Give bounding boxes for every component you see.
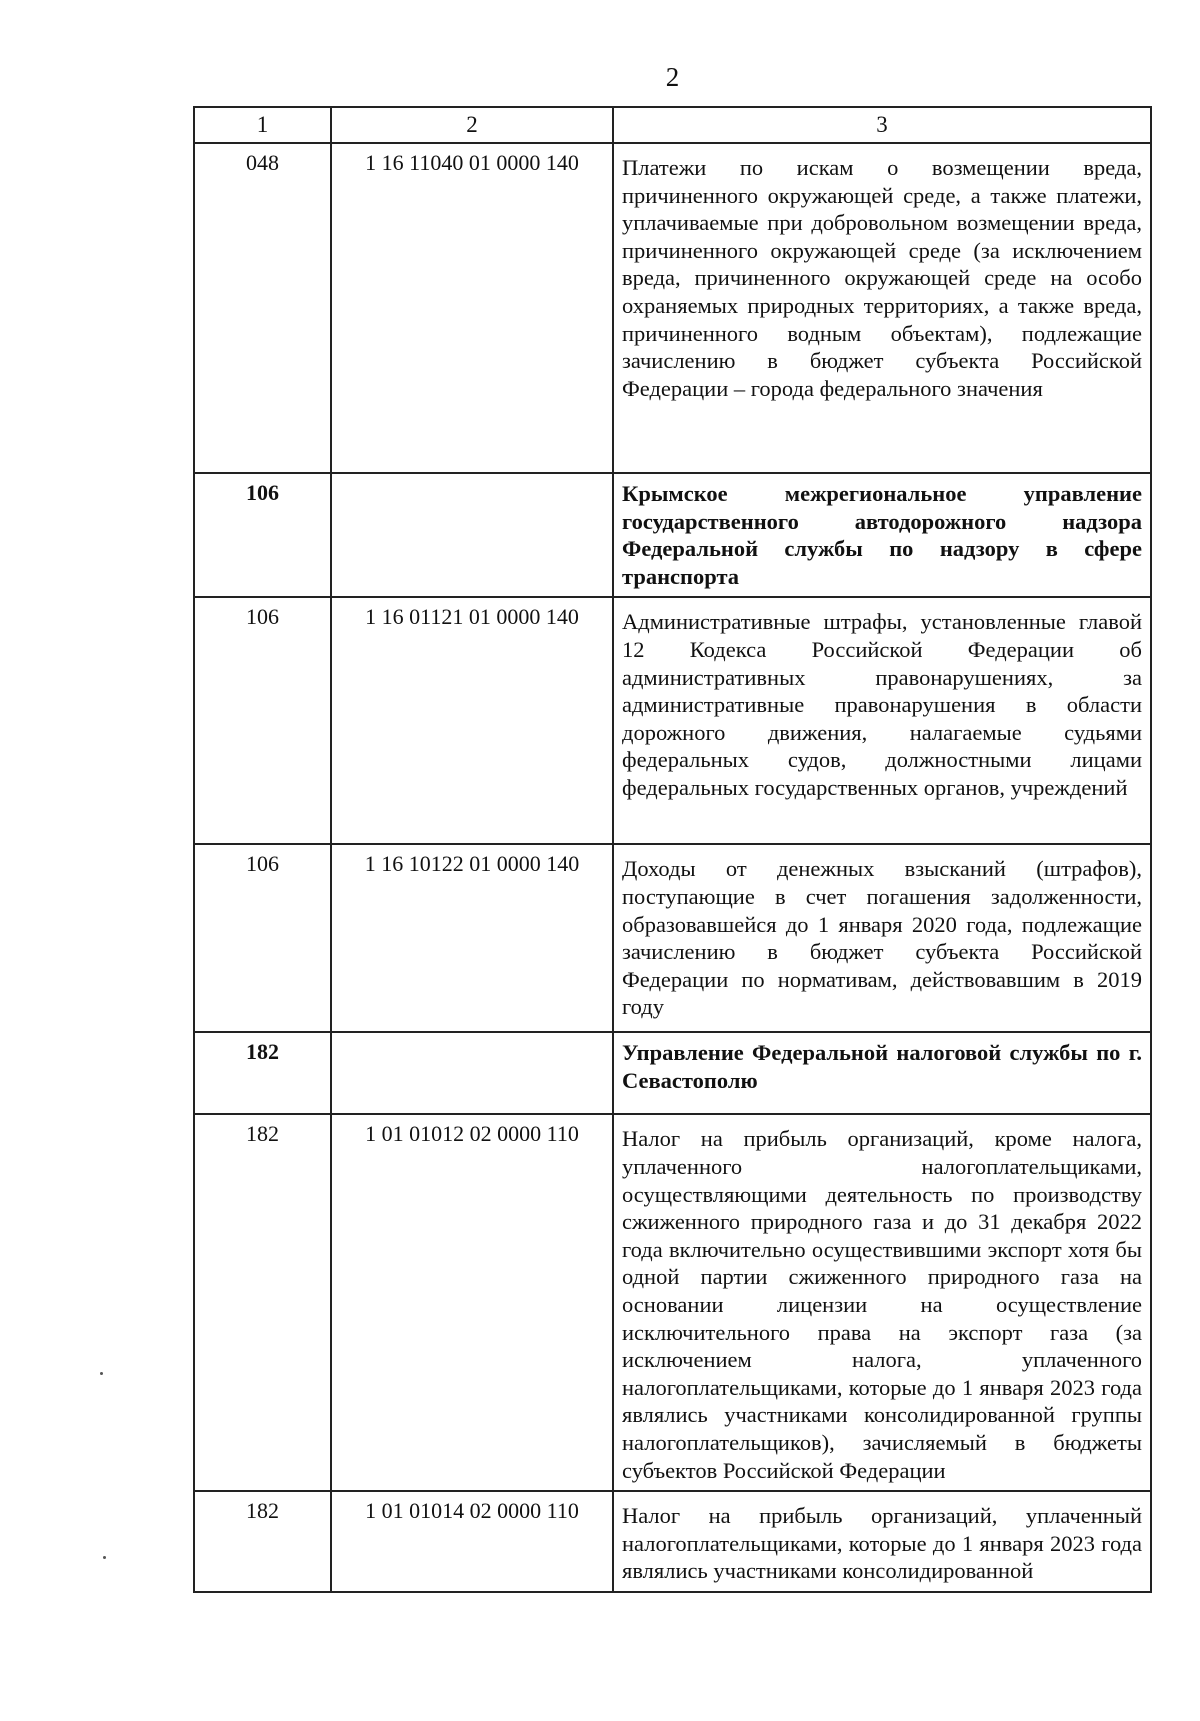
description-cell: Административные штрафы, установленные главой 12 Кодекса Российской Федерации об административных правонарушениях, за административные правонарушения в области дорожного движения, налагаемые судьями федеральных судов, должностными лицами федеральных государственных органов, учреждений [613, 597, 1151, 844]
kbk-cell: 1 01 01014 02 0000 110 [331, 1491, 613, 1592]
scan-speck [103, 1556, 106, 1559]
admin-code-cell: 106 [194, 844, 331, 1032]
table-row [194, 1491, 1151, 1592]
admin-code-cell: 048 [194, 143, 331, 473]
admin-code-cell: 182 [194, 1491, 331, 1592]
table-row [194, 844, 1151, 1032]
description-cell: Налог на прибыль организаций, уплаченный налогоплательщиками, которые до 1 января 2023 года являлись участниками консолидированной [613, 1491, 1151, 1592]
revenue-codes-table [193, 106, 1152, 1593]
table-row-organization [194, 1032, 1151, 1114]
description-cell: Доходы от денежных взысканий (штрафов), поступающие в счет погашения задолженности, образовавшейся до 1 января 2020 года, подлежащие зачислению в бюджет субъекта Российской Федерации по нормативам, действовавшим в 2019 году [613, 844, 1151, 1032]
admin-code-cell: 182 [194, 1032, 331, 1114]
organization-name-cell: Крымское межрегиональное управление государственного автодорожного надзора Федеральной службы по надзору в сфере транспорта [613, 473, 1151, 597]
description-cell: Платежи по искам о возмещении вреда, причиненного окружающей среде, а также платежи, уплачиваемые при добровольном возмещении вреда, причиненного окружающей среде (за исключением вреда, причиненного окружающей среде на особо охраняемых природных территориях, а также вреда, причиненного водным объектам), подлежащие зачислению в бюджет субъекта Российской Федерации – города федерального значения [613, 143, 1151, 473]
admin-code-cell: 182 [194, 1114, 331, 1491]
table-row [194, 1114, 1151, 1491]
admin-code-cell: 106 [194, 597, 331, 844]
kbk-cell: 1 16 10122 01 0000 140 [331, 844, 613, 1032]
admin-code-cell: 106 [194, 473, 331, 597]
description-cell: Налог на прибыль организаций, кроме налога, уплаченного налогоплательщиками, осуществляющими деятельность по производству сжиженного природного газа и до 31 декабря 2022 года включительно осуществившими экспорт хотя бы одной партии сжиженного природного газа на основании лицензии на осуществление исключительного права на экспорт газа (за исключением налога, уплаченного налогоплательщиками, которые до 1 января 2023 года являлись участниками консолидированной группы налогоплательщиков), зачисляемый в бюджеты субъектов Российской Федерации [613, 1114, 1151, 1491]
scan-speck [100, 1372, 103, 1375]
header-col-2: 2 [331, 107, 613, 143]
table-row [194, 597, 1151, 844]
table-row [194, 143, 1151, 473]
kbk-cell [331, 473, 613, 597]
kbk-cell: 1 16 11040 01 0000 140 [331, 143, 613, 473]
table-row-organization [194, 473, 1151, 597]
header-col-1: 1 [194, 107, 331, 143]
organization-name-cell: Управление Федеральной налоговой службы по г. Севастополю [613, 1032, 1151, 1114]
kbk-cell: 1 01 01012 02 0000 110 [331, 1114, 613, 1491]
kbk-cell [331, 1032, 613, 1114]
page-number: 2 [665, 62, 680, 92]
kbk-cell: 1 16 01121 01 0000 140 [331, 597, 613, 844]
table-header-row [194, 107, 1151, 143]
header-col-3: 3 [613, 107, 1151, 143]
